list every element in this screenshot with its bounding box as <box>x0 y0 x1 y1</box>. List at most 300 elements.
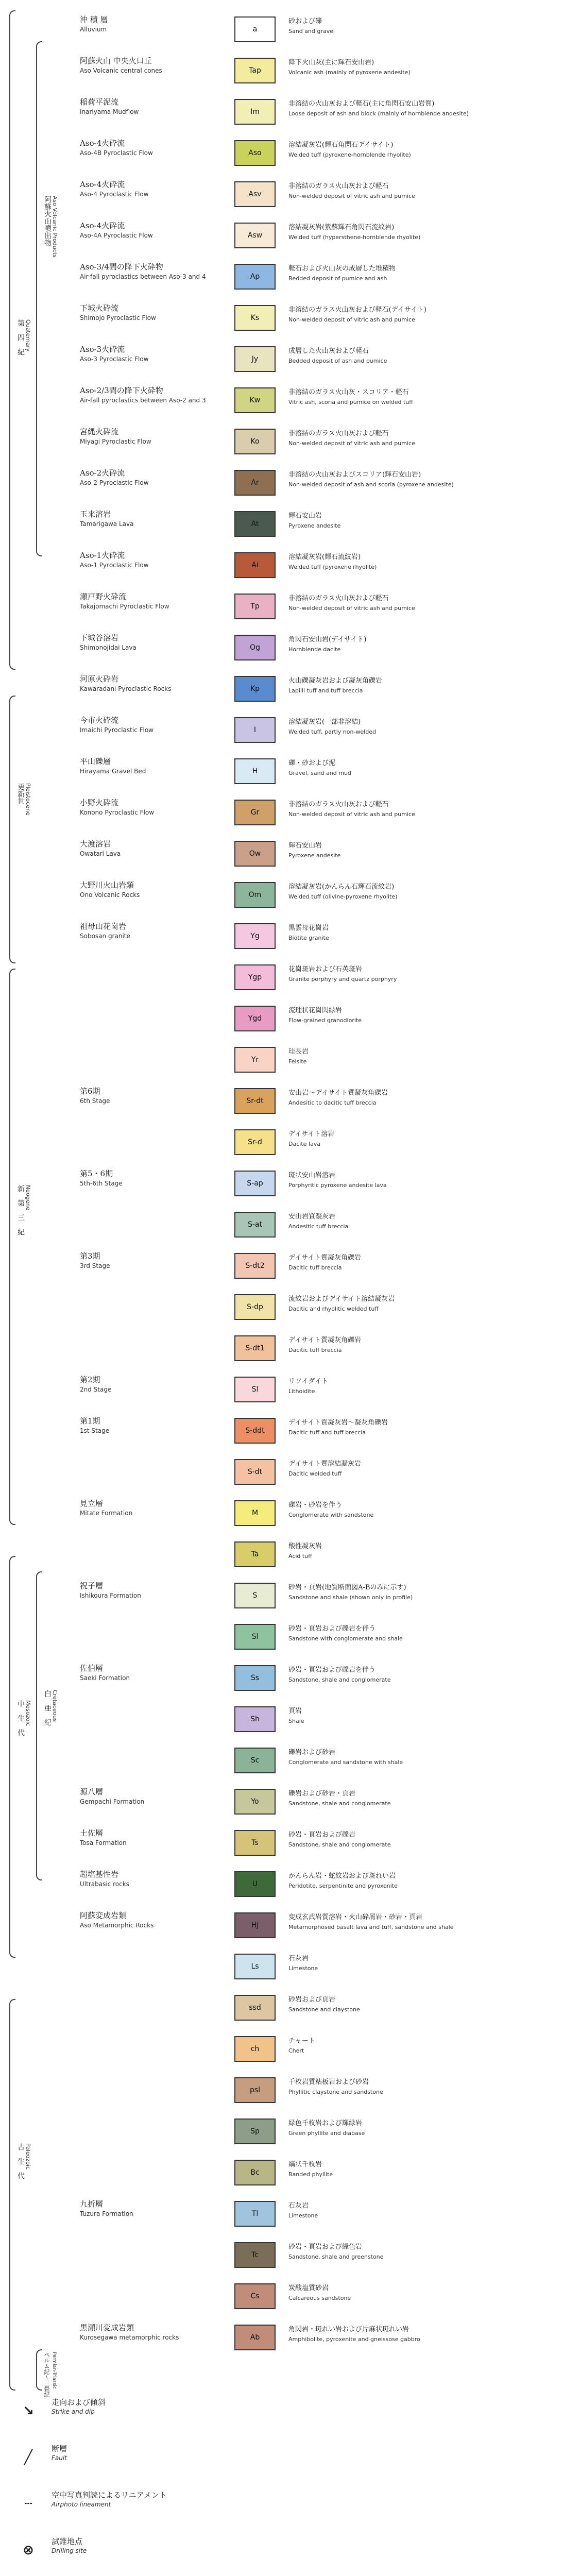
unit-name-en: Aso-4 Pyroclastic Flow <box>80 191 149 198</box>
unit-name-jp: 第6期 <box>80 1087 100 1096</box>
legend-row <box>0 1164 563 1206</box>
unit-name-en: Aso-4B Pyroclastic Flow <box>80 149 153 157</box>
label-pleistocene-en: Pleistocene <box>25 783 31 816</box>
legend-row <box>0 2030 563 2071</box>
legend-swatch: Ow <box>234 841 276 867</box>
unit-name-en: Mitate Formation <box>80 1510 133 1517</box>
legend-row <box>0 10 563 52</box>
legend-swatch: Tl <box>234 2201 276 2227</box>
legend-swatch: Ss <box>234 1665 276 1691</box>
legend-swatch: Tap <box>234 58 276 83</box>
legend-swatch: ch <box>234 2036 276 2062</box>
legend-row <box>0 1783 563 1824</box>
legend-swatch: Asw <box>234 223 276 248</box>
unit-description-jp: 変成玄武岩質溶岩・火山砕屑岩・砂岩・頁岩 <box>288 1913 423 1921</box>
legend-row <box>0 52 563 93</box>
unit-name-jp: Aso-2/3間の降下火砕物 <box>80 386 163 395</box>
unit-name-jp: 土佐層 <box>80 1828 104 1838</box>
unit-name-jp: 阿蘇火山 中央火口丘 <box>80 56 152 65</box>
unit-description-en: Sand and gravel <box>288 28 335 35</box>
unit-description-en: Dacitic welded tuff <box>288 1470 342 1477</box>
unit-description-jp: 斑状安山岩溶岩 <box>288 1172 336 1179</box>
unit-description-en: Banded phyllite <box>288 2171 333 2178</box>
legend-row <box>0 1577 563 1618</box>
unit-name-jp: 阿蘇変成岩類 <box>80 1911 127 1920</box>
legend-row <box>0 1824 563 1865</box>
legend-swatch: Gr <box>234 800 276 825</box>
legend-swatch: Sr-dt <box>234 1088 276 1114</box>
unit-description-en: Pyroxene andesite <box>288 852 341 859</box>
legend-row <box>0 1370 563 1412</box>
label-volcanics: 阿蘇火山噴出物 <box>43 196 52 246</box>
symbol-label-jp: 空中写真判読によるリニアメント <box>52 2490 167 2500</box>
legend-row <box>0 1247 563 1288</box>
unit-description-en: Chert <box>288 2047 304 2054</box>
symbol-row <box>0 2483 563 2530</box>
unit-description-en: Non-welded deposit of vitric ash and pumice <box>288 440 415 447</box>
unit-description-en: Welded tuff (hypersthene-hornblende rhyolite) <box>288 234 421 241</box>
unit-description-en: Metamorphosed basalt lava and tuff, sandstone and shale <box>288 1924 454 1930</box>
legend-swatch: Ls <box>234 1954 276 1979</box>
unit-name-jp: 超塩基性岩 <box>80 1870 119 1879</box>
legend-swatch: Ap <box>234 264 276 290</box>
legend-swatch: Bc <box>234 2160 276 2185</box>
unit-name-jp: Aso-4火砕流 <box>80 221 125 230</box>
unit-name-jp: Aso-3/4間の降下火砕物 <box>80 262 163 272</box>
unit-description-en: Sandstone and claystone <box>288 2006 360 2013</box>
legend-row <box>0 1041 563 1082</box>
legend-swatch: Sp <box>234 2119 276 2144</box>
unit-description-jp: 砂岩および頁岩 <box>288 1996 336 2004</box>
legend-swatch: Sh <box>234 1706 276 1732</box>
unit-name-jp: 大野川火山岩類 <box>80 880 134 890</box>
unit-name-en: Saeki Formation <box>80 1674 130 1682</box>
drilling-site-icon: ⊗ <box>23 2543 34 2558</box>
legend-swatch: psl <box>234 2077 276 2103</box>
legend-row <box>0 1206 563 1247</box>
unit-name-jp: 宮縄火砕流 <box>80 427 119 436</box>
unit-name-en: Hirayama Gravel Bed <box>80 768 146 775</box>
unit-description-jp: 流紋岩およびデイサイト溶結凝灰岩 <box>288 1295 395 1303</box>
unit-name-jp: 下城火砕流 <box>80 303 119 313</box>
unit-name-jp: 下城谷溶岩 <box>80 633 119 642</box>
legend-swatch: Tc <box>234 2242 276 2268</box>
legend-swatch: Ks <box>234 305 276 331</box>
unit-description-jp: 酸性凝灰岩 <box>288 1543 322 1550</box>
unit-description-jp: 降下火山灰(主に輝石安山岩) <box>288 59 374 66</box>
legend-swatch: Yr <box>234 1047 276 1073</box>
unit-description-jp: 軽石および火山灰の成層した堆積物 <box>288 265 396 273</box>
unit-name-jp: 小野火砕流 <box>80 798 119 807</box>
symbol-row <box>0 2437 563 2483</box>
legend-row <box>0 1123 563 1164</box>
legend-swatch: Kw <box>234 387 276 413</box>
legend-swatch: Ab <box>234 2325 276 2350</box>
unit-name-jp: 第5・6期 <box>80 1169 113 1178</box>
unit-description-en: Amphibolite, pyroxenite and gneissose gabbro <box>288 2336 420 2343</box>
legend-row <box>0 2277 563 2318</box>
unit-description-jp: 砂岩・頁岩(地質断面図A-Bのみに示す) <box>288 1584 406 1591</box>
symbol-label-en: Strike and dip <box>52 2408 95 2415</box>
unit-description-en: Vitric ash, scoria and pumice on welded tuff <box>288 399 413 405</box>
legend-row <box>0 464 563 505</box>
legend-row <box>0 1659 563 1700</box>
legend-row <box>0 175 563 216</box>
unit-description-en: Sandstone with conglomerate and shale <box>288 1635 403 1642</box>
legend-row <box>0 546 563 587</box>
unit-name-en: Tosa Formation <box>80 1839 127 1846</box>
unit-description-jp: 輝石安山岩 <box>288 842 322 850</box>
unit-name-en: Owatari Lava <box>80 850 121 857</box>
unit-name-jp: 大渡溶岩 <box>80 839 111 849</box>
unit-name-jp: 第2期 <box>80 1375 100 1384</box>
label-cretaceous: 白 亜 紀 <box>43 1690 52 1726</box>
unit-description-en: Dacitic tuff breccia <box>288 1347 342 1353</box>
unit-description-en: Non-welded deposit of vitric ash and pumice <box>288 193 415 199</box>
label-neogene: 新 第 三 紀 <box>16 1185 25 1235</box>
unit-description-jp: デイサイト溶岩 <box>288 1130 335 1138</box>
legend-row <box>0 1329 563 1370</box>
unit-description-jp: 安山岩質凝灰岩 <box>288 1213 336 1221</box>
unit-name-jp: 祝子層 <box>80 1581 104 1590</box>
unit-description-jp: 非溶結の火山灰および軽石(主に角閃石安山岩質) <box>288 100 435 108</box>
legend-swatch: I <box>234 717 276 743</box>
legend-swatch: S-dt <box>234 1459 276 1485</box>
unit-description-en: Calcareous sandstone <box>288 2295 351 2301</box>
legend-swatch: S-ddt <box>234 1418 276 1444</box>
unit-name-en: 2nd Stage <box>80 1386 112 1393</box>
legend-row <box>0 1865 563 1906</box>
legend-swatch: a <box>234 16 276 42</box>
symbol-row <box>0 2530 563 2576</box>
legend-row <box>0 1082 563 1123</box>
unit-name-jp: 黒瀬川変成岩類 <box>80 2323 134 2332</box>
unit-description-jp: 砂および礫 <box>288 18 322 25</box>
legend-row <box>0 422 563 464</box>
unit-description-en: Non-welded deposit of vitric ash and pumice <box>288 316 415 323</box>
unit-description-jp: 非溶結のガラス火山灰および軽石(デイサイト) <box>288 306 426 314</box>
unit-description-jp: 溶結凝灰岩(紫蘇輝石角閃石流紋岩) <box>288 224 395 231</box>
unit-name-en: Shimonojidai Lava <box>80 644 137 651</box>
label-mesozoic: 中 生 代 <box>16 1700 25 1736</box>
unit-name-jp: 玉来溶岩 <box>80 510 111 519</box>
unit-name-jp: 九折層 <box>80 2199 104 2209</box>
unit-description-jp: 溶結凝灰岩(輝石角閃石デイサイト) <box>288 141 394 149</box>
legend-row <box>0 2318 563 2360</box>
legend-swatch: Im <box>234 99 276 125</box>
unit-name-en: Ishikoura Formation <box>80 1592 141 1599</box>
unit-description-en: Bedded deposit of ash and pumice <box>288 358 387 364</box>
unit-name-en: 3rd Stage <box>80 1262 110 1269</box>
label-pleistocene: 更新世 <box>16 783 25 805</box>
unit-description-en: Dacite lava <box>288 1141 320 1147</box>
unit-name-en: Ono Volcanic Rocks <box>80 891 140 899</box>
legend-row <box>0 299 563 340</box>
unit-name-en: 6th Stage <box>80 1097 110 1105</box>
unit-description-jp: 輝石安山岩 <box>288 512 322 520</box>
legend-swatch: Ta <box>234 1541 276 1567</box>
label-mesozoic-en: Mesozoic <box>25 1700 31 1726</box>
unit-description-jp: 珪長岩 <box>288 1048 309 1056</box>
legend-row <box>0 1700 563 1741</box>
unit-description-en: Shale <box>288 1718 304 1724</box>
legend-row <box>0 1947 563 1989</box>
unit-description-en: Andesitic tuff breccia <box>288 1223 349 1230</box>
unit-description-jp: 溶結凝灰岩(輝石流紋岩) <box>288 553 361 561</box>
unit-description-jp: 縞状千枚岩 <box>288 2161 322 2168</box>
unit-name-jp: 稲荷平泥流 <box>80 97 119 107</box>
legend-swatch: Tp <box>234 594 276 619</box>
unit-description-jp: 火山礫凝灰岩および凝灰角礫岩 <box>288 677 383 685</box>
legend-row <box>0 505 563 546</box>
legend-row <box>0 629 563 670</box>
legend-row <box>0 216 563 258</box>
unit-description-en: Pyroxene andesite <box>288 522 341 529</box>
unit-name-jp: 瀬戸野火砕流 <box>80 592 127 601</box>
legend-swatch: S-dp <box>234 1294 276 1320</box>
unit-description-jp: 砂岩・頁岩および礫岩を伴う <box>288 1666 376 1674</box>
unit-description-jp: 石灰岩 <box>288 2202 309 2210</box>
unit-name-jp: 沖 積 層 <box>80 15 108 24</box>
symbol-row <box>0 2391 563 2437</box>
unit-description-jp: かんらん岩・蛇紋岩および斑れい岩 <box>288 1872 396 1880</box>
legend-row <box>0 876 563 917</box>
unit-description-en: Acid tuff <box>288 1553 312 1560</box>
unit-description-en: Limestone <box>288 1965 318 1972</box>
unit-name-jp: 祖母山花崗岩 <box>80 922 127 931</box>
legend-swatch: Og <box>234 635 276 660</box>
legend-swatch: ssd <box>234 1995 276 2021</box>
unit-description-en: Lithoidite <box>288 1388 315 1395</box>
legend-row <box>0 1288 563 1329</box>
label-paleozoic: 古 生 代 <box>16 2143 25 2179</box>
legend-swatch: Yg <box>234 923 276 949</box>
unit-name-jp: Aso-3火砕流 <box>80 345 125 354</box>
legend-swatch: S-dt1 <box>234 1335 276 1361</box>
symbol-label-en: Airphoto lineament <box>52 2501 111 2508</box>
unit-description-jp: チャート <box>288 2037 315 2045</box>
unit-description-jp: 溶結凝灰岩(かんらん石輝石流紋岩) <box>288 883 395 891</box>
unit-description-en: Dacitic tuff breccia <box>288 1264 342 1271</box>
legend-swatch: Ko <box>234 429 276 454</box>
unit-description-jp: 角閃岩・斑れい岩および片麻状斑れい岩 <box>288 2326 410 2333</box>
unit-description-jp: デイサイト質溶結凝灰岩 <box>288 1460 362 1468</box>
unit-description-en: Hornblende dacite <box>288 646 341 653</box>
legend-row <box>0 752 563 793</box>
legend-swatch: S-at <box>234 1212 276 1238</box>
legend-swatch: Hj <box>234 1912 276 1938</box>
symbol-label-jp: 走向および傾斜 <box>52 2398 106 2407</box>
unit-description-en: Sandstone and shale (shown only in profile) <box>288 1594 413 1601</box>
legend-row <box>0 2195 563 2236</box>
unit-name-en: Air-fall pyroclastics between Aso-3 and 4 <box>80 273 206 280</box>
label-cretaceous-en: Cretaceous <box>52 1690 58 1722</box>
unit-description-en: Dacitic and rhyolitic welded tuff <box>288 1306 379 1312</box>
unit-description-jp: 炭酸塩質砂岩 <box>288 2284 329 2292</box>
legend-row <box>0 1453 563 1494</box>
unit-description-en: Sandstone, shale and greenstone <box>288 2253 384 2260</box>
unit-name-en: Sobosan granite <box>80 933 130 940</box>
unit-description-en: Non-welded deposit of ash and scoria (pyroxene andesite) <box>288 481 454 488</box>
legend-swatch: Sc <box>234 1748 276 1773</box>
unit-name-jp: 見立層 <box>80 1499 104 1508</box>
unit-name-en: Aso-2 Pyroclastic Flow <box>80 479 149 486</box>
unit-description-en: Conglomerate with sandstone <box>288 1512 374 1518</box>
unit-description-en: Green phyllite and diabase <box>288 2130 365 2137</box>
legend-row <box>0 958 563 999</box>
legend-row <box>0 1906 563 1947</box>
unit-description-en: Non-welded deposit of vitric ash and pumice <box>288 605 415 612</box>
unit-description-jp: 千枚岩質粘板岩および砂岩 <box>288 2078 369 2086</box>
legend-swatch: Om <box>234 882 276 908</box>
unit-name-en: Air-fall pyroclastics between Aso-2 and 3 <box>80 397 206 404</box>
unit-description-en: Conglomerate and sandstone with shale <box>288 1759 403 1766</box>
unit-description-en: Sandstone, shale and conglomerate <box>288 1676 391 1683</box>
unit-name-jp: Aso-4火砕流 <box>80 180 125 189</box>
unit-description-jp: 緑色千枚岩および輝緑岩 <box>288 2120 363 2127</box>
legend-swatch: S-ap <box>234 1171 276 1196</box>
legend-row <box>0 2071 563 2112</box>
unit-description-jp: 礫岩および砂岩・頁岩 <box>288 1790 356 1798</box>
legend-swatch: M <box>234 1500 276 1526</box>
unit-description-en: Welded tuff (pyroxene-hornblende rhyolite) <box>288 151 411 158</box>
label-neogene-en: Neogene <box>25 1185 31 1211</box>
legend-swatch: Sl <box>234 1624 276 1650</box>
unit-description-en: Limestone <box>288 2212 318 2219</box>
unit-description-en: Welded tuff (pyroxene rhyolite) <box>288 564 377 570</box>
legend-row <box>0 1412 563 1453</box>
legend-row <box>0 1494 563 1535</box>
unit-description-jp: 非溶結のガラス火山灰および軽石 <box>288 430 389 437</box>
legend-row <box>0 93 563 134</box>
unit-description-en: Phyllitic claystone and sandstone <box>288 2089 383 2095</box>
legend-row <box>0 1741 563 1783</box>
unit-description-jp: 流理状花崗閃緑岩 <box>288 1007 343 1014</box>
legend-row <box>0 134 563 175</box>
unit-name-en: Aso Metamorphic Rocks <box>80 1922 154 1929</box>
legend-swatch: Jy <box>234 346 276 372</box>
unit-name-en: Aso-1 Pyroclastic Flow <box>80 562 149 569</box>
unit-name-en: Takajomachi Pyroclastic Flow <box>80 603 169 610</box>
unit-description-jp: 礫岩および砂岩 <box>288 1749 336 1756</box>
label-quaternary: 第 四 紀 <box>16 319 25 355</box>
legend-swatch: Asv <box>234 181 276 207</box>
unit-description-jp: 砂岩・頁岩および礫岩を伴う <box>288 1625 376 1633</box>
legend-swatch: Sl <box>234 1377 276 1402</box>
unit-description-en: Flow-grained granodiorite <box>288 1017 362 1024</box>
unit-name-en: Kurosegawa metamorphic rocks <box>80 2334 179 2341</box>
unit-name-en: Tamarigawa Lava <box>80 520 134 528</box>
unit-description-jp: 砂岩・頁岩および緑色岩 <box>288 2243 363 2251</box>
unit-description-jp: 非溶結のガラス火山灰および軽石 <box>288 182 389 190</box>
legend-row <box>0 2112 563 2154</box>
unit-name-jp: Aso-4火砕流 <box>80 139 125 148</box>
label-permian-en: Permian-Triassic <box>52 2352 57 2389</box>
legend-row <box>0 1989 563 2030</box>
legend-row <box>0 999 563 1041</box>
legend-swatch: Yo <box>234 1789 276 1815</box>
unit-name-en: 1st Stage <box>80 1427 110 1434</box>
unit-description-en: Sandstone, shale and conglomerate <box>288 1841 391 1848</box>
label-quaternary-en: Quaternary <box>25 319 31 352</box>
symbol-label-en: Fault <box>52 2454 67 2462</box>
unit-name-jp: 今市火砕流 <box>80 716 119 725</box>
unit-description-en: Porphyritic pyroxene andesite lava <box>288 1182 387 1189</box>
unit-name-en: Tuzura Formation <box>80 2210 133 2217</box>
unit-name-jp: 源八層 <box>80 1787 104 1797</box>
legend-row <box>0 1535 563 1577</box>
unit-description-jp: 黒雲母花崗岩 <box>288 924 329 932</box>
unit-description-en: Andesitic to dacitic tuff breccia <box>288 1099 377 1106</box>
legend-swatch: U <box>234 1871 276 1897</box>
legend-row <box>0 381 563 422</box>
unit-description-en: Bedded deposit of pumice and ash <box>288 275 387 282</box>
legend-swatch: At <box>234 511 276 537</box>
unit-name-en: Miyagi Pyroclastic Flow <box>80 438 151 445</box>
unit-description-jp: 頁岩 <box>288 1707 302 1715</box>
unit-description-jp: 成層した火山灰および軽石 <box>288 347 369 355</box>
unit-description-jp: リソイダイト <box>288 1378 329 1385</box>
unit-description-en: Welded tuff (olivine-pyroxene rhyolite) <box>288 893 398 900</box>
legend-swatch: Cs <box>234 2283 276 2309</box>
unit-description-jp: 礫岩・砂岩を伴う <box>288 1501 343 1509</box>
legend-row <box>0 2236 563 2277</box>
unit-description-en: Non-welded deposit of vitric ash and pumice <box>288 811 415 818</box>
unit-description-en: Felsite <box>288 1058 307 1065</box>
strike-dip-icon: ↘ <box>23 2403 34 2419</box>
fault-icon: ╱ <box>24 2450 32 2465</box>
legend-row <box>0 670 563 711</box>
legend-row <box>0 1618 563 1659</box>
unit-description-en: Loose deposit of ash and block (mainly of hornblende andesite) <box>288 110 469 117</box>
unit-description-en: Gravel, sand and mud <box>288 770 351 776</box>
symbol-label-jp: 試錐地点 <box>52 2537 83 2546</box>
legend-swatch: Ai <box>234 552 276 578</box>
unit-name-en: Gempachi Formation <box>80 1798 145 1805</box>
unit-name-en: Shimojo Pyroclastic Flow <box>80 314 156 321</box>
label-permian: ペルム紀〜三畳紀 <box>43 2352 50 2397</box>
unit-description-jp: 石灰岩 <box>288 1955 309 1962</box>
symbol-label-en: Drilling site <box>52 2547 87 2554</box>
unit-name-en: Konono Pyroclastic Flow <box>80 809 155 816</box>
unit-name-en: Ultrabasic rocks <box>80 1880 129 1888</box>
lineament-icon: ┄ <box>24 2496 32 2512</box>
unit-description-jp: 角閃石安山岩(デイサイト) <box>288 636 367 643</box>
unit-name-jp: Aso-1火砕流 <box>80 551 125 560</box>
unit-description-jp: 非溶結のガラス火山灰・スコリア・軽石 <box>288 388 409 396</box>
unit-description-en: Dacitic tuff and tuff breccia <box>288 1429 366 1436</box>
legend-row <box>0 835 563 876</box>
legend-swatch: Kp <box>234 676 276 702</box>
unit-description-jp: 溶結凝灰岩(一部非溶結) <box>288 718 361 726</box>
unit-description-jp: 非溶結の火山灰およびスコリア(輝石安山岩) <box>288 471 421 479</box>
unit-name-en: 5th-6th Stage <box>80 1180 123 1187</box>
legend-swatch: H <box>234 758 276 784</box>
unit-name-en: Aso-3 Pyroclastic Flow <box>80 355 149 363</box>
unit-name-jp: 佐伯層 <box>80 1664 104 1673</box>
unit-description-jp: 非溶結のガラス火山灰および軽石 <box>288 595 389 602</box>
unit-description-jp: 非溶結のガラス火山灰および軽石 <box>288 801 389 808</box>
unit-name-jp: 平山礫層 <box>80 757 111 766</box>
legend-row <box>0 258 563 299</box>
legend-swatch: Sr-d <box>234 1129 276 1155</box>
symbol-label-jp: 断層 <box>52 2444 67 2453</box>
unit-name-jp: 第1期 <box>80 1416 100 1426</box>
unit-description-en: Sandstone, shale and conglomerate <box>288 1800 391 1807</box>
unit-description-en: Granite porphyry and quartz porphyry <box>288 976 397 982</box>
unit-description-jp: 安山岩～デイサイト質凝灰角礫岩 <box>288 1089 388 1097</box>
label-volcanics-en: Aso Volcanic Products <box>52 196 58 258</box>
